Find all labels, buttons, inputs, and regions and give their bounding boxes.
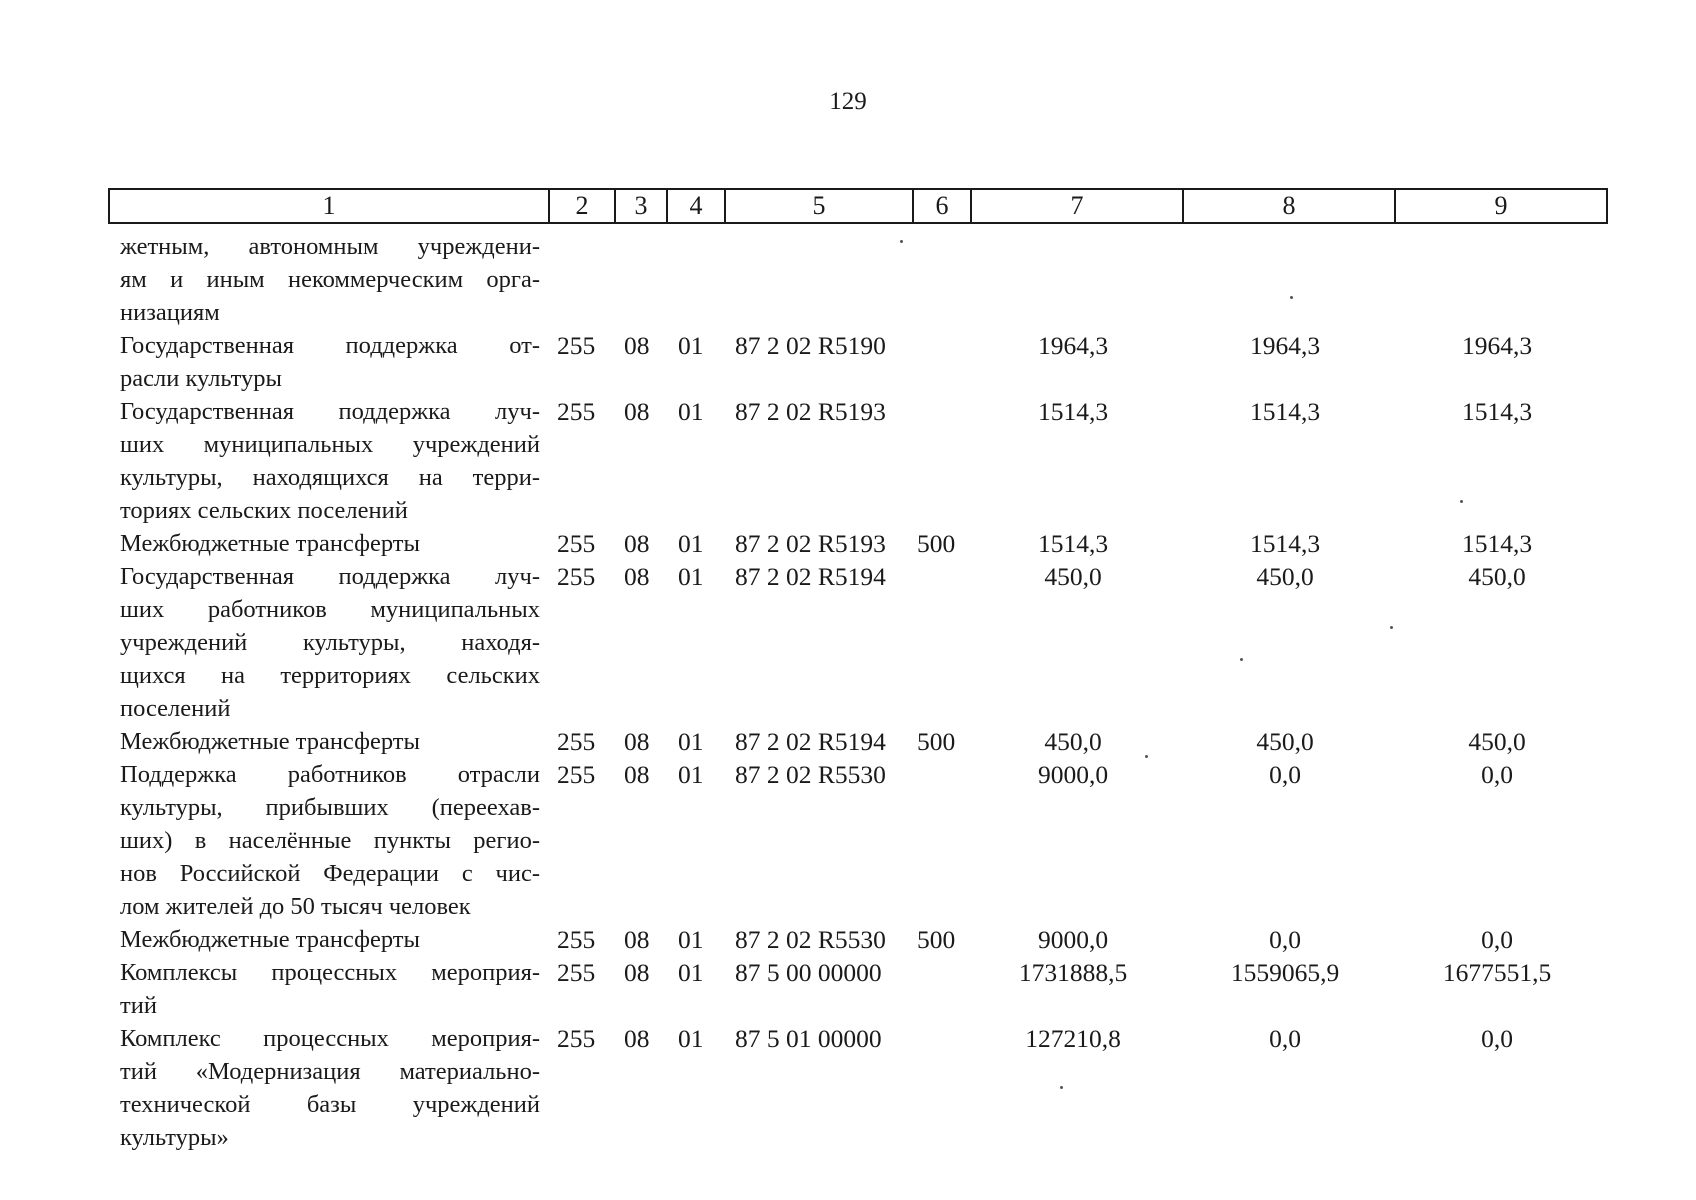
col-8-header: 8: [1183, 189, 1395, 223]
cell-col-3: 08: [624, 727, 650, 756]
row-description: [120, 395, 540, 527]
scan-speck: [900, 240, 903, 243]
cell-col-4: 01: [678, 760, 704, 789]
description-line: культуры, прибывших (переехав-: [120, 794, 540, 821]
cell-col-4: 01: [678, 1024, 704, 1053]
cell-col-5: 87 2 02 R5193: [735, 529, 886, 558]
cell-col-9: 0,0: [1481, 925, 1513, 954]
table-row: [0, 527, 1696, 560]
cell-col-2: 255: [557, 529, 596, 558]
row-description: [120, 527, 540, 560]
cell-col-3: 08: [624, 331, 650, 360]
cell-col-2: 255: [557, 562, 596, 591]
description-line: ших муниципальных учреждений: [120, 431, 540, 458]
col-7-header: 7: [971, 189, 1183, 223]
cell-col-7: 127210,8: [1025, 1024, 1121, 1053]
description-line: тий: [120, 992, 157, 1019]
cell-col-7: 1514,3: [1037, 529, 1109, 558]
cell-col-3: 08: [624, 1024, 650, 1053]
column-header-table: [108, 188, 1608, 224]
cell-col-8: 0,0: [1269, 760, 1301, 789]
cell-col-3: 08: [624, 529, 650, 558]
description-line: расли культуры: [120, 365, 283, 392]
cell-col-5: 87 5 01 00000: [735, 1024, 882, 1053]
cell-col-5: 87 2 02 R5530: [735, 760, 886, 789]
description-line: Комплексы процессных мероприя-: [120, 959, 540, 986]
cell-col-4: 01: [678, 331, 704, 360]
cell-col-2: 255: [557, 727, 596, 756]
cell-col-3: 08: [624, 562, 650, 591]
cell-col-9: 1677551,5: [1442, 958, 1552, 987]
description-line: Государственная поддержка луч-: [120, 563, 540, 590]
cell-col-6: 500: [917, 529, 956, 558]
cell-col-3: 08: [624, 925, 650, 954]
description-line: Межбюджетные трансферты: [120, 926, 420, 953]
description-line: тий «Модернизация материально-: [120, 1058, 540, 1085]
cell-col-9: 1514,3: [1461, 397, 1533, 426]
cell-col-9: 450,0: [1468, 727, 1526, 756]
description-line: поселений: [120, 695, 231, 722]
cell-col-4: 01: [678, 529, 704, 558]
row-description: [120, 329, 540, 395]
cell-col-3: 08: [624, 760, 650, 789]
scan-speck: [1060, 1086, 1063, 1089]
scan-speck: [1460, 500, 1463, 503]
cell-col-3: 08: [624, 397, 650, 426]
description-line: Комплекс процессных мероприя-: [120, 1025, 540, 1052]
cell-col-2: 255: [557, 925, 596, 954]
scan-speck: [1390, 626, 1393, 629]
cell-col-7: 9000,0: [1037, 925, 1109, 954]
table-row: [0, 758, 1696, 923]
cell-col-6: 500: [917, 925, 956, 954]
description-line: низациям: [120, 299, 220, 326]
description-line: Межбюджетные трансферты: [120, 530, 420, 557]
description-line: ших) в населённые пункты регио-: [120, 827, 540, 854]
cell-col-7: 1964,3: [1037, 331, 1109, 360]
cell-col-4: 01: [678, 925, 704, 954]
scan-speck: [1290, 296, 1293, 299]
description-line: Государственная поддержка луч-: [120, 398, 540, 425]
cell-col-2: 255: [557, 958, 596, 987]
description-line: культуры, находящихся на терри-: [120, 464, 540, 491]
table-body: [0, 230, 1696, 1154]
page-number: 129: [829, 88, 867, 115]
cell-col-8: 450,0: [1256, 727, 1314, 756]
description-line: ям и иным некоммерческим орга-: [120, 266, 540, 293]
cell-col-2: 255: [557, 760, 596, 789]
cell-col-7: 450,0: [1044, 727, 1102, 756]
description-line: технической базы учреждений: [120, 1091, 540, 1118]
cell-col-9: 450,0: [1468, 562, 1526, 591]
cell-col-9: 0,0: [1481, 760, 1513, 789]
row-description: [120, 560, 540, 725]
cell-col-7: 9000,0: [1037, 760, 1109, 789]
cell-col-4: 01: [678, 397, 704, 426]
row-description: [120, 758, 540, 923]
row-description: [120, 230, 540, 329]
header-row: [109, 189, 1607, 223]
cell-col-7: 1731888,5: [1018, 958, 1128, 987]
col-5-header: 5: [725, 189, 913, 223]
cell-col-9: 1964,3: [1461, 331, 1533, 360]
row-description: [120, 1022, 540, 1154]
cell-col-7: 1514,3: [1037, 397, 1109, 426]
description-line: Поддержка работников отрасли: [120, 761, 540, 788]
cell-col-2: 255: [557, 331, 596, 360]
cell-col-5: 87 2 02 R5530: [735, 925, 886, 954]
cell-col-5: 87 2 02 R5194: [735, 727, 886, 756]
cell-col-5: 87 2 02 R5190: [735, 331, 886, 360]
scan-speck: [1240, 658, 1243, 661]
table-row: [0, 1022, 1696, 1154]
cell-col-8: 1964,3: [1249, 331, 1321, 360]
col-6-header: 6: [913, 189, 971, 223]
cell-col-5: 87 2 02 R5194: [735, 562, 886, 591]
table-row: [0, 956, 1696, 1022]
row-description: [120, 923, 540, 956]
cell-col-4: 01: [678, 958, 704, 987]
table-row: [0, 329, 1696, 395]
row-description: [120, 725, 540, 758]
col-9-header: 9: [1395, 189, 1607, 223]
cell-col-8: 1514,3: [1249, 397, 1321, 426]
description-line: Государственная поддержка от-: [120, 332, 540, 359]
description-line: лом жителей до 50 тысяч человек: [120, 893, 471, 920]
table-row: [0, 395, 1696, 527]
scan-speck: [1145, 755, 1148, 758]
cell-col-4: 01: [678, 727, 704, 756]
cell-col-8: 0,0: [1269, 925, 1301, 954]
cell-col-5: 87 2 02 R5193: [735, 397, 886, 426]
description-line: нов Российской Федерации с чис-: [120, 860, 540, 887]
cell-col-8: 1559065,9: [1230, 958, 1340, 987]
cell-col-8: 450,0: [1256, 562, 1314, 591]
cell-col-6: 500: [917, 727, 956, 756]
description-line: Межбюджетные трансферты: [120, 728, 420, 755]
table-row: [0, 923, 1696, 956]
cell-col-3: 08: [624, 958, 650, 987]
description-line: культуры»: [120, 1124, 229, 1151]
cell-col-9: 1514,3: [1461, 529, 1533, 558]
cell-col-9: 0,0: [1481, 1024, 1513, 1053]
col-1-header: 1: [109, 189, 549, 223]
col-2-header: 2: [549, 189, 615, 223]
col-4-header: 4: [667, 189, 725, 223]
cell-col-7: 450,0: [1044, 562, 1102, 591]
row-description: [120, 956, 540, 1022]
description-line: ших работников муниципальных: [120, 596, 540, 623]
cell-col-8: 1514,3: [1249, 529, 1321, 558]
table-row: [0, 230, 1696, 329]
col-3-header: 3: [615, 189, 667, 223]
description-line: ториях сельских поселений: [120, 497, 408, 524]
description-line: учреждений культуры, находя-: [120, 629, 540, 656]
table-row: [0, 560, 1696, 725]
cell-col-2: 255: [557, 397, 596, 426]
cell-col-5: 87 5 00 00000: [735, 958, 882, 987]
cell-col-2: 255: [557, 1024, 596, 1053]
cell-col-8: 0,0: [1269, 1024, 1301, 1053]
description-line: щихся на территориях сельских: [120, 662, 540, 689]
cell-col-4: 01: [678, 562, 704, 591]
description-line: жетным, автономным учреждени-: [120, 233, 540, 260]
table-row: [0, 725, 1696, 758]
